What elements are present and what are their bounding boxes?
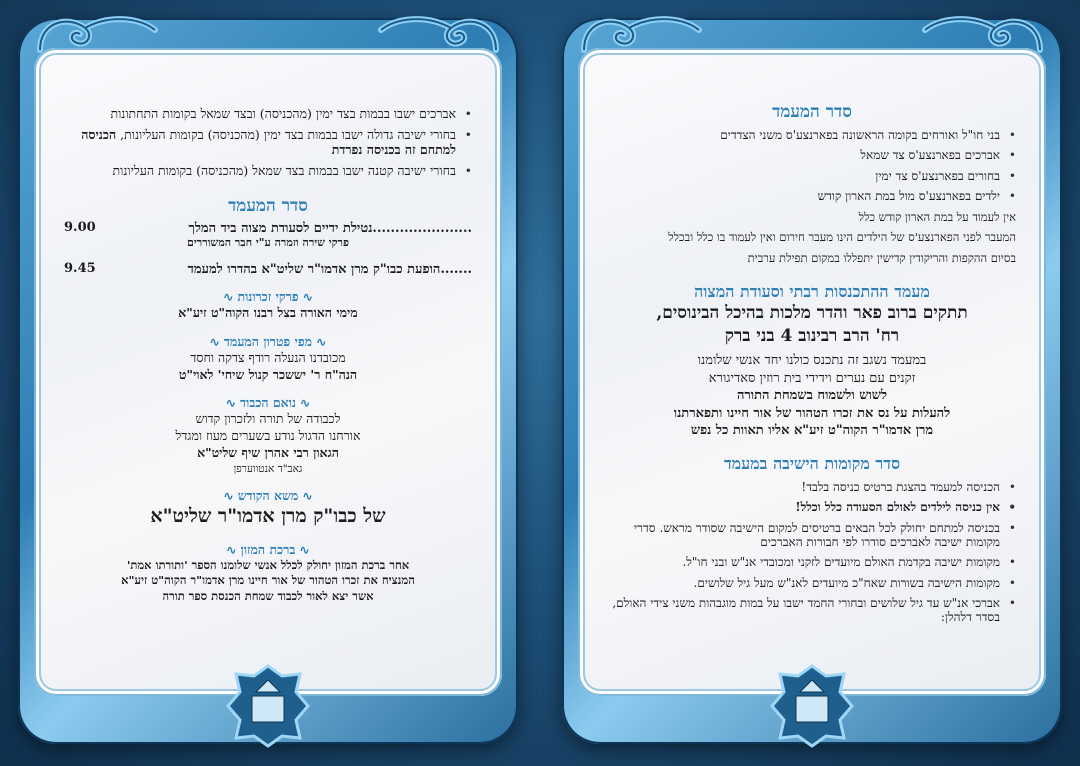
swirl-icon: ∿	[298, 489, 313, 504]
crest-icon	[222, 662, 314, 750]
page-paper	[578, 48, 1046, 696]
section-title-text: מפי פטרון המעמד	[223, 333, 313, 349]
section-line: גאב"ד אנטווערפן	[233, 463, 303, 476]
program-row	[64, 261, 472, 277]
section-line: לכבודה של תורה ולזכרון קדוש	[195, 411, 341, 427]
notes	[608, 210, 1016, 267]
description-line: מרן אדמו"ר הקוה"ט זיע"א אליו תאוות כל נפש	[690, 423, 934, 439]
list-item: • ילדים בפארנצע'ס מול במת הארון קודש	[608, 189, 1016, 203]
seating-rules-list	[608, 480, 1016, 625]
program-subtext: פרקי שירה וזמרה ע"י חבר המשוררים	[187, 236, 349, 249]
section-title	[64, 289, 472, 305]
section-line: אשר יצא לאור לכבוד שמחת הכנסת ספר תורה	[162, 588, 374, 603]
list-item: • מקומות ישיבה בקדמת האולם מיועדים לזקני ומכובדי אנ"ש ובני חו"ל.	[608, 555, 1016, 569]
section-block	[64, 289, 472, 322]
swirl-icon: ∿	[298, 289, 313, 304]
venue-line-1: תתקים ברוב פאר והדר מלכות בהיכל הבינוסים,	[656, 303, 968, 324]
section-line: הגאון רבי אהרן שיף שליט"א	[197, 445, 339, 461]
swirl-icon: ∿	[295, 542, 310, 557]
right-content	[608, 56, 1016, 696]
bullet-text: בחורי ישיבה קטנה ישבו בבמות בצד שמאל (מהכניסה) בקומות העליונות	[112, 163, 456, 178]
program-schedule	[64, 220, 472, 277]
swirl-icon: ∿	[226, 542, 241, 557]
crest-icon	[766, 662, 858, 750]
section-title-text: פרקי זכרונות	[237, 288, 299, 304]
section-title-text: נואם הכבוד	[240, 395, 296, 411]
description-line: זקנים עם נערים וידידי בית רוזין סאדיגורא	[708, 370, 916, 386]
program-time: 9.00	[64, 220, 96, 235]
bullet-text: בחורי ישיבה גדולה ישבו בבמות בצד ימין (מהכניסה) בקומות העליונות,	[116, 127, 456, 142]
description-line: להעלות על נס את זכרו הטהור של אור חיינו ותפארתנו	[673, 405, 951, 421]
event-description	[608, 352, 1016, 440]
description-line: לשוש ולשמוח בשמחת התורה	[736, 388, 888, 404]
note-line: המעבר לפני הפארנצע'ס של הילדים הינו מעבר חירום ואין לעמוד בו כלל ובכלל	[668, 230, 1016, 245]
section-line: הנה"ח ר' יששכר קנול שיחי' לאוי"ט	[178, 366, 358, 382]
program-title: סדר המעמד	[228, 196, 308, 216]
right-page	[562, 18, 1062, 744]
venue-line-2: רח' הרב רבינוב 4 בני ברק	[724, 326, 900, 347]
section-line: אורחנו הדגול נודע בשערים מעוז ומגדל	[175, 428, 361, 444]
list-item: • אברכי אנ"ש עד גיל שלושים ובחורי החמד ישבו על במות מוגבהות משני צידי האולם, בסדר דלהלן:	[608, 596, 1016, 625]
list-item	[64, 106, 472, 121]
list-item: • בני חו"ל ואורחים בקומה הראשונה בפארנצע'ס משני הצדדים	[608, 128, 1016, 142]
note-line: בסיום ההקפות והריקודין קדישין יתפללו במקום תפילת ערבית	[747, 250, 1016, 265]
section-line: מכובדנו הנעלה רודף צדקה וחסד	[190, 349, 346, 365]
section-line: מימי האורה בצל רבנו הקוה"ט זיע"א	[178, 304, 358, 320]
program-time: 9.45	[64, 260, 96, 276]
right-title: סדר המעמד	[772, 102, 852, 122]
event-title: מעמד ההתכנסות רבתי וסעודת המצוה	[694, 282, 930, 302]
section-title	[64, 488, 472, 504]
list-item: • הכניסה למעמד בהצגת ברטיס כניסה בלבד!	[608, 480, 1016, 494]
section-title-text: משא הקודש	[237, 488, 299, 504]
description-line: במעמד נשגב זה נתכנס כולנו יחד אנשי שלומנו	[697, 352, 927, 368]
bullet-text: אברכים ישבו בבמות בצד ימין (מהכניסה) ובצד שמאל בקומות התחתונות	[110, 106, 456, 121]
section-block	[64, 542, 472, 605]
program-text: .......הופעת כבו"ק מרן אדמו"ר שליט"א בהדרו למעמד	[187, 261, 472, 277]
seating-title: סדר מקומות הישיבה במעמד	[723, 453, 901, 473]
section-title	[64, 395, 472, 411]
section-block	[64, 395, 472, 476]
section-block	[64, 334, 472, 384]
program-text: ......................נטילת ידיים לסעודת מצוה ביד המלך	[188, 221, 472, 236]
left-page	[18, 18, 518, 744]
page-paper	[34, 48, 502, 696]
seating-list	[64, 106, 472, 178]
swirl-icon: ∿	[312, 334, 327, 349]
section-line: המנציח את זכרו הטהור של אור חיינו מרן אדמו"ר הקוה"ט זיע"א	[121, 573, 415, 588]
list-item: • מקומות הישיבה בשורות שאח"כ מיועדים לאנ"ש מעל גיל שלושים.	[608, 576, 1016, 590]
program-sections	[64, 289, 472, 605]
section-line: של כבו"ק מרן אדמו"ר שליט"א	[150, 505, 386, 528]
swirl-icon: ∿	[225, 396, 240, 411]
note-line: אין לעמוד על במת הארון קודש כלל	[858, 209, 1016, 224]
list-item: • בכניסה למתחם יחולק לכל הבאים ברטיסים למקום הישיבה שסודר מראש. סדרי מקומות ישיבה לאברכים סודרו לפי חבורות האברכים	[608, 521, 1016, 550]
list-item: • אברכים בפארנצע'ס צד שמאל	[608, 148, 1016, 162]
bullet-bold-text: הכניסה למתחם זה בכניסה נפרדת	[81, 127, 456, 157]
section-title-text: ברכת המזון	[240, 541, 296, 557]
swirl-icon: ∿	[295, 396, 311, 411]
list-item: • בחורים בפארנצע'ס צד ימין	[608, 169, 1016, 183]
list-item	[64, 163, 472, 178]
placement-list	[608, 128, 1016, 204]
section-title	[64, 334, 472, 350]
section-block	[64, 488, 472, 530]
section-title	[64, 542, 472, 558]
list-item	[64, 127, 472, 157]
program-row	[64, 220, 472, 236]
section-line: אחר ברכת המזון יחולק לכלל אנשי שלומנו הספר 'ותורתו אמת'	[126, 557, 410, 572]
swirl-icon: ∿	[223, 489, 238, 504]
swirl-icon: ∿	[223, 289, 238, 304]
list-item: • אין כניסה לילדים לאולם הסעודה כלל וכלל!	[608, 500, 1016, 514]
left-content	[64, 56, 472, 696]
swirl-icon: ∿	[209, 334, 224, 349]
